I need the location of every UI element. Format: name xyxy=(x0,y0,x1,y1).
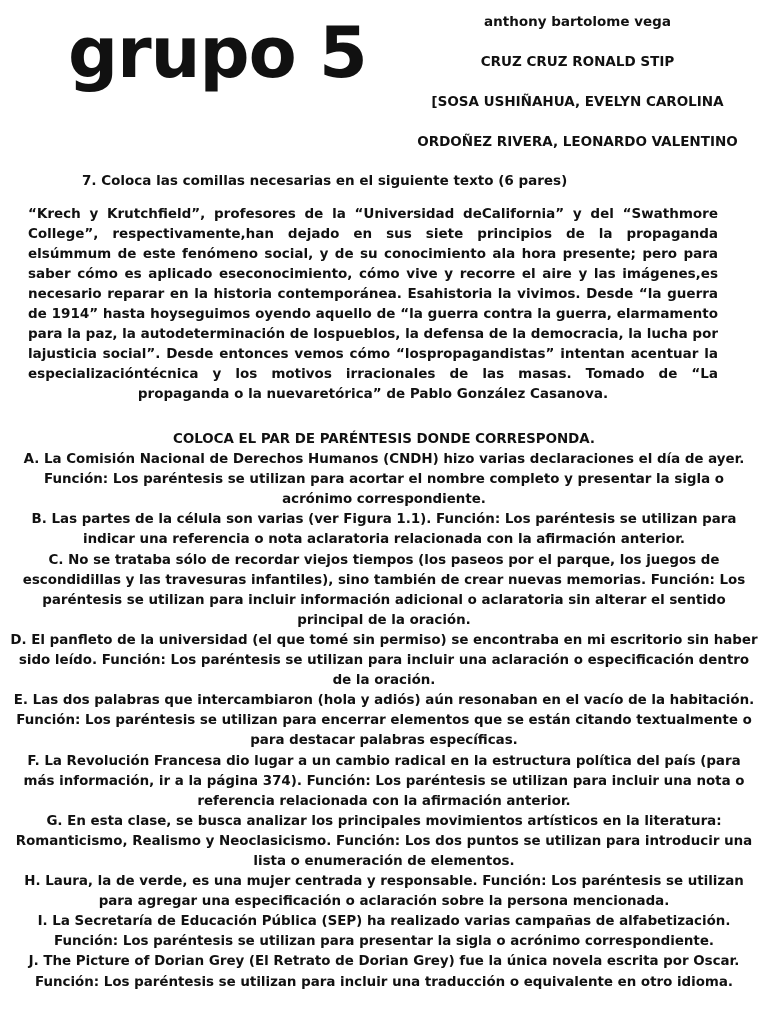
exercise-item-j: J. The Picture of Dorian Grey (El Retrato de Dorian Grey) fue la única novela escrita por Oscar. Función: Los paréntesis se utilizan para incluir una traducción o equivalente en otro idioma. xyxy=(28,954,740,990)
parentheses-section xyxy=(10,430,758,993)
exercise-item-i: I. La Secretaría de Educación Pública (SEP) ha realizado varias campañas de alfabetización. Función: Los paréntesis se utilizan para presentar la sigla o acrónimo correspondiente. xyxy=(37,914,731,950)
exercise-item-d: D. El panfleto de la universidad (el que tomé sin permiso) se encontraba en mi escritorio sin haber sido leído. Función: Los paréntesis se utilizan para incluir una aclaración o especificación dentro de la oración. xyxy=(10,632,758,689)
group-title: grupo 5 xyxy=(68,12,367,94)
exercise-title: 7. Coloca las comillas necesarias en el siguiente texto (6 pares) xyxy=(82,173,568,189)
exercise-item-c: C. No se trataba sólo de recordar viejos tiempos (los paseos por el parque, los juegos de escondidillas y las travesuras infantiles), sino también de crear nuevas memorias. Función: Los paréntesis se utilizan para incluir información adicional o aclaratoria sin alterar el sentido principal de la oración. xyxy=(22,552,746,628)
member-name: anthony bartolome vega xyxy=(484,14,671,30)
quotation-passage: “Krech y Krutchfield”, profesores de la “Universidad deCalifornia” y del “Swathmore College”, respectivamente,han dejado en sus siete principios de la propaganda elsúmmum de este fenómeno social, y de su conocimiento ala hora presente; pero para saber cómo es aplicado eseconocimiento, cómo vive y recorre el aire y las imágenes,es necesario reparar en la historia contemporánea. Esahistoria la vivimos. Desde “la guerra de 1914” hasta hoyseguimos oyendo aquello de “la guerra contra la guerra, elarmamento para la paz, la autodeterminación de lospueblos, la defensa de la democracia, la lucha por lajusticia social”. Desde entonces vemos cómo “lospropagandistas” intentan acentuar la especializacióntécnica y los motivos irracionales de las masas. Tomado de “La propaganda o la nuevaretórica” de Pablo González Casanova. xyxy=(28,206,718,402)
exercise-item-b: B. Las partes de la célula son varias (ver Figura 1.1). Función: Los paréntesis se utilizan para indicar una referencia o nota aclaratoria relacionada con la afirmación anterior. xyxy=(31,512,737,548)
exercise-item-a: A. La Comisión Nacional de Derechos Humanos (CNDH) hizo varias declaraciones el día de ayer. Función: Los paréntesis se utilizan para acortar el nombre completo y presentar la sigla o acrónimo correspondiente. xyxy=(23,452,745,508)
member-list xyxy=(405,12,750,172)
member-name: CRUZ CRUZ RONALD STIP xyxy=(480,54,675,70)
member-name: [SOSA USHIÑAHUA, EVELYN CAROLINA xyxy=(431,94,724,110)
section-heading: COLOCA EL PAR DE PARÉNTESIS DONDE CORRESPONDA. xyxy=(173,432,595,447)
exercise-item-e: E. Las dos palabras que intercambiaron (hola y adiós) aún resonaban en el vacío de la habitación. Función: Los paréntesis se utilizan para encerrar elementos que se están citando textualmente o para destacar palabras específicas. xyxy=(13,693,755,749)
member-name: ORDOÑEZ RIVERA, LEONARDO VALENTINO xyxy=(417,134,738,150)
exercise-item-g: G. En esta clase, se busca analizar los principales movimientos artísticos en la literatura: Romanticismo, Realismo y Neoclasicismo. Función: Los dos puntos se utilizan para introducir una lista o enumeración de elementos. xyxy=(15,813,753,869)
exercise-item-h: H. Laura, la de verde, es una mujer centrada y responsable. Función: Los paréntesis se utilizan para agregar una especificación o aclaración sobre la persona mencionada. xyxy=(24,874,744,910)
exercise-item-f: F. La Revolución Francesa dio lugar a un cambio radical en la estructura política del país (para más información, ir a la página 374). Función: Los paréntesis se utilizan para incluir una nota o referencia relacionada con la afirmación anterior. xyxy=(23,753,745,809)
